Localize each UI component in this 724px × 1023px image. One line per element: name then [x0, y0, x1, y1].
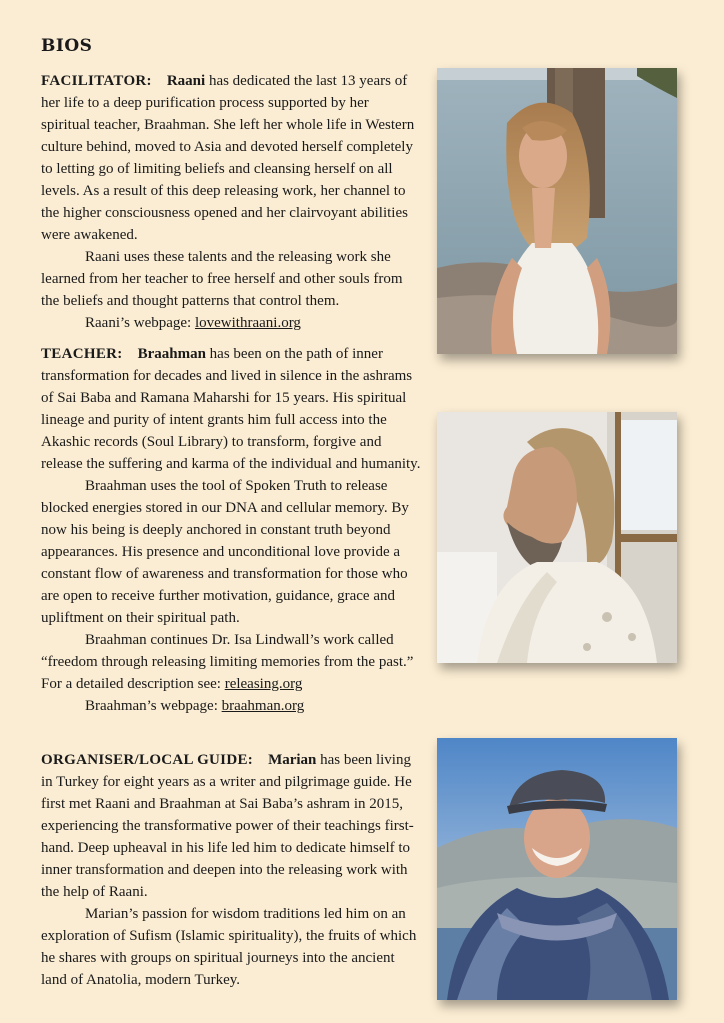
teacher-webpage	[41, 695, 421, 717]
guide-intro	[41, 749, 421, 903]
teacher-webpage-label: Braahman’s webpage:	[85, 698, 222, 714]
guide-paragraph-2: Marian’s passion for wisdom traditions led him on an exploration of Sufism (Islamic spirituality), the fruits of which he shares with groups on spiritual journeys into the ancient land of Anatolia, modern Turkey.	[41, 906, 417, 988]
facilitator-webpage	[41, 312, 421, 334]
teacher-intro	[41, 343, 421, 475]
facilitator-webpage-link[interactable]: lovewithraani.org	[194, 315, 301, 331]
teacher-bio	[41, 343, 421, 717]
guide-text: has been living in Turkey for eight years as a writer and pilgrimage guide. He first met Raani and Braahman at Sai Baba’s ashram in 2015, experiencing the transformative power of their teachings first-hand. Deep upheaval in his life led him to dedicate himself to inner transformation and deepen into the releasing work with the help of Raani.	[41, 752, 414, 900]
guide-role: ORGANISER/LOCAL GUIDE:	[41, 752, 254, 768]
guide-name: Marian	[268, 752, 317, 768]
teacher-role: TEACHER:	[41, 346, 123, 362]
releasing-link[interactable]: releasing.org	[224, 676, 303, 692]
facilitator-intro	[41, 70, 421, 246]
marian-photo	[437, 738, 677, 1000]
facilitator-webpage-label: Raani’s webpage:	[85, 315, 195, 331]
facilitator-text: has dedicated the last 13 years of her life to a deep purification process supported by her spiritual teacher, Braahman. She left her whole life in Western culture behind, moved to Asia and devoted herself completely to letting go of limiting beliefs and cleansing herself on all levels. As a result of this deep releasing work, her channel to the higher consciousness opened and her clairvoyant abilities were awakened.	[41, 73, 415, 243]
teacher-paragraph-3	[41, 629, 421, 695]
facilitator-name: Raani	[166, 73, 206, 89]
facilitator-bio	[41, 70, 421, 334]
braahman-photo	[437, 412, 677, 663]
facilitator-role: FACILITATOR:	[41, 73, 152, 89]
teacher-name: Braahman	[137, 346, 206, 362]
facilitator-paragraph-2: Raani uses these talents and the releasing work she learned from her teacher to free herself and other souls from the beliefs and thought patterns that control them.	[41, 249, 403, 309]
teacher-paragraph-3-text: Braahman continues Dr. Isa Lindwall’s work called “freedom through releasing limiting memories from the past.” For a detailed description see:	[41, 632, 414, 692]
teacher-webpage-link[interactable]: braahman.org	[221, 698, 305, 714]
teacher-paragraph-2: Braahman uses the tool of Spoken Truth to release blocked energies stored in our DNA and cellular memory. By now his being is deeply anchored in constant truth beyond appearances. His presence and unconditional love provide a constant flow of awareness and transformation for those who are open to receive further motivation, guidance, grace and upliftment on their spiritual path.	[41, 478, 409, 626]
teacher-text: has been on the path of inner transformation for decades and lived in silence in the ashrams of Sai Baba and Ramana Maharshi for 15 years. His spiritual lineage and purity of intent grants him full access into the Akashic records (Soul Library) to transform, forgive and release the suffering and karma of the individual and humanity.	[41, 346, 421, 472]
raani-photo	[437, 68, 677, 354]
guide-bio	[41, 749, 421, 991]
page-title: BIOS	[41, 36, 93, 56]
